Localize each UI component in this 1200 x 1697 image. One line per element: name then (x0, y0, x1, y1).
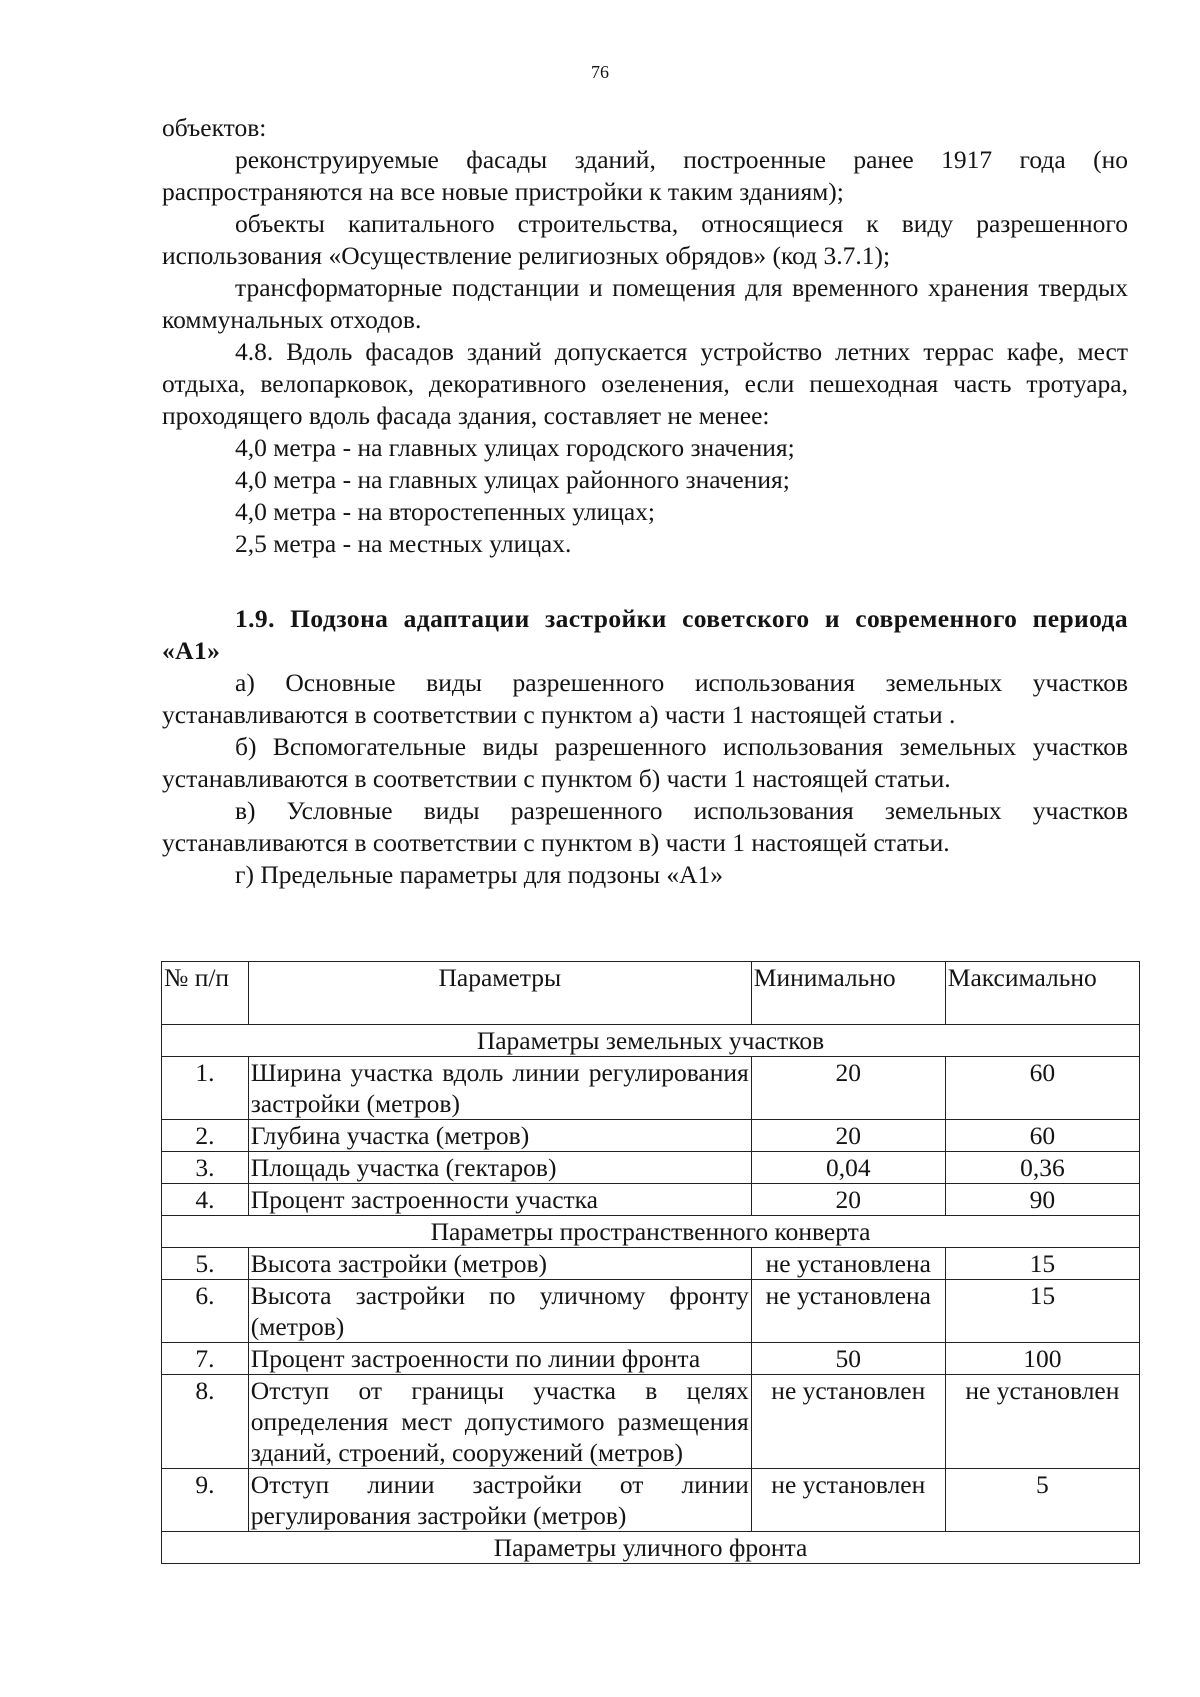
row-max: 15 (945, 1280, 1139, 1343)
row-min: 20 (751, 1184, 945, 1216)
list-item: 4,0 метра - на второстепенных улицах; (235, 497, 656, 526)
paragraph: объекты капитального строительства, относящиеся к виду разрешенного использования «Осуществление религиозных обрядов» (код 3.7.1); (162, 209, 1128, 270)
paragraph: в) Условные виды разрешенного использования земельных участков устанавливаются в соответствии с пунктом в) части 1 настоящей статьи. (162, 796, 1128, 857)
table-row (162, 1184, 1140, 1216)
row-param: Высота застройки по уличному фронту (метров) (248, 1280, 751, 1343)
row-num: 7. (162, 1343, 249, 1375)
section-land: Параметры земельных участков (162, 1025, 1140, 1057)
row-min: не установлен (751, 1375, 945, 1469)
header-num: № п/п (162, 962, 249, 1025)
row-param: Процент застроенности участка (248, 1184, 751, 1216)
paragraph: а) Основные виды разрешенного использования земельных участков устанавливаются в соответствии с пунктом а) части 1 настоящей статьи . (162, 668, 1128, 729)
row-num: 9. (162, 1469, 249, 1532)
paragraph: реконструируемые фасады зданий, построенные ранее 1917 года (но распространяются на все новые пристройки к таким зданиям); (162, 145, 1128, 206)
row-max: 15 (945, 1248, 1139, 1280)
list-item: 4,0 метра - на главных улицах районного значения; (235, 465, 790, 494)
row-param: Процент застроенности по линии фронта (248, 1343, 751, 1375)
row-param: Площадь участка (гектаров) (248, 1152, 751, 1184)
row-min: 20 (751, 1120, 945, 1152)
section-street: Параметры уличного фронта (162, 1532, 1140, 1564)
row-min: 50 (751, 1343, 945, 1375)
table-row (162, 1120, 1140, 1152)
page-number: 76 (591, 62, 609, 82)
paragraph: 4.8. Вдоль фасадов зданий допускается устройство летних террас кафе, мест отдыха, велопарковок, декоративного озеленения, если пешеходная часть тротуара, проходящего вдоль фасада здания, составляет не менее: (162, 337, 1128, 430)
paragraph: г) Предельные параметры для подзоны «А1» (235, 860, 724, 889)
table-section-row (162, 1532, 1140, 1564)
row-num: 8. (162, 1375, 249, 1469)
row-max: 100 (945, 1343, 1139, 1375)
row-param: Отступ от границы участка в целях определения мест допустимого размещения зданий, строений, сооружений (метров) (248, 1375, 751, 1469)
table-row (162, 1280, 1140, 1343)
row-param: Ширина участка вдоль линии регулирования застройки (метров) (248, 1057, 751, 1120)
row-max: 90 (945, 1184, 1139, 1216)
row-max: 60 (945, 1120, 1139, 1152)
paragraph: трансформаторные подстанции и помещения для временного хранения твердых коммунальных отходов. (162, 273, 1128, 334)
header-min: Минимально (751, 962, 945, 1025)
row-num: 3. (162, 1152, 249, 1184)
row-max: 60 (945, 1057, 1139, 1120)
row-num: 5. (162, 1248, 249, 1280)
parameters-table (161, 961, 1140, 1564)
row-param: Отступ линии застройки от линии регулирования застройки (метров) (248, 1469, 751, 1532)
row-max: 0,36 (945, 1152, 1139, 1184)
section-heading: 1.9. Подзона адаптации застройки советского и современного периода «А1» (162, 604, 1128, 665)
row-min: не установлена (751, 1280, 945, 1343)
paragraph: объектов: (162, 113, 267, 142)
table-row (162, 1343, 1140, 1375)
row-num: 4. (162, 1184, 249, 1216)
header-max: Максимально (945, 962, 1139, 1025)
row-max: 5 (945, 1469, 1139, 1532)
document-body (162, 112, 1128, 891)
paragraph: б) Вспомогательные виды разрешенного использования земельных участков устанавливаются в соответствии с пунктом б) части 1 настоящей статьи. (162, 732, 1128, 793)
row-min: 20 (751, 1057, 945, 1120)
table-header-row (162, 962, 1140, 1025)
row-num: 6. (162, 1280, 249, 1343)
row-param: Глубина участка (метров) (248, 1120, 751, 1152)
table-row (162, 1152, 1140, 1184)
row-min: 0,04 (751, 1152, 945, 1184)
table-section-row (162, 1025, 1140, 1057)
table-row (162, 1375, 1140, 1469)
row-param: Высота застройки (метров) (248, 1248, 751, 1280)
table-row (162, 1057, 1140, 1120)
row-min: не установлен (751, 1469, 945, 1532)
header-param: Параметры (248, 962, 751, 1025)
row-num: 2. (162, 1120, 249, 1152)
section-envelope: Параметры пространственного конверта (162, 1216, 1140, 1248)
list-item: 2,5 метра - на местных улицах. (235, 529, 572, 558)
table-row (162, 1248, 1140, 1280)
list-item: 4,0 метра - на главных улицах городского значения; (235, 433, 795, 462)
table-section-row (162, 1216, 1140, 1248)
row-max: не установлен (945, 1375, 1139, 1469)
table-row (162, 1469, 1140, 1532)
row-min: не установлена (751, 1248, 945, 1280)
row-num: 1. (162, 1057, 249, 1120)
